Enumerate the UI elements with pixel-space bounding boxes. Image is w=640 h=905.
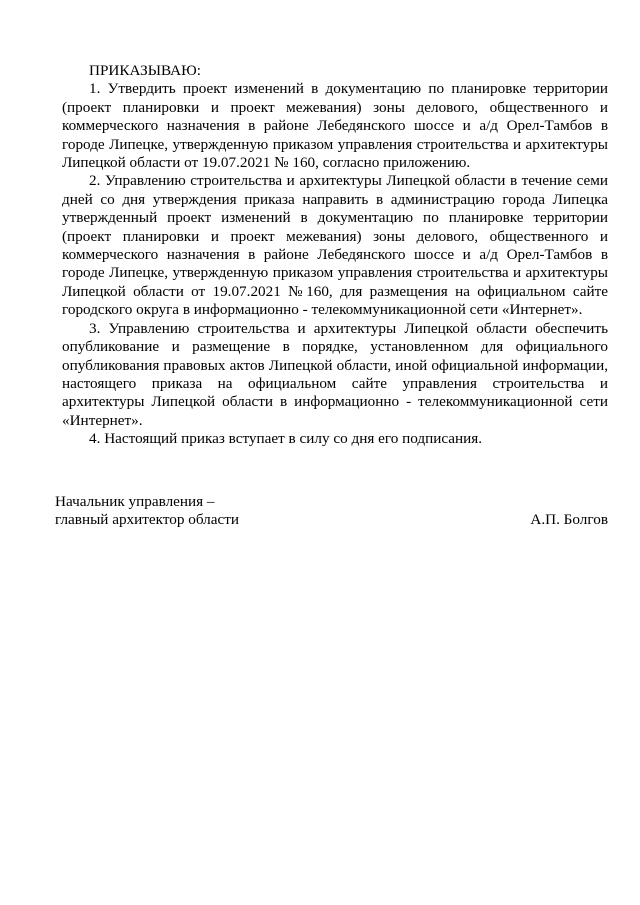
- paragraph-1: 1. Утвердить проект изменений в документацию по планировке территории (проект планировки и проект межевания) зоны делового, общественного и коммерческого назначения в районе Лебедянского шоссе и а/д Орел-Тамбов в городе Липецке, утвержденную приказом управления строительства и архитектуры Липецкой области от 19.07.2021 № 160, согласно приложению.: [62, 80, 608, 172]
- signatory-name: А.П. Болгов: [530, 511, 608, 529]
- paragraph-4: 4. Настоящий приказ вступает в силу со дня его подписания.: [89, 430, 483, 448]
- signature-row: [55, 511, 608, 529]
- paragraph-3: 3. Управлению строительства и архитектуры Липецкой области обеспечить опубликование и размещение в порядке, установленном для официального опубликования правовых актов Липецкой области, иной официальной информации, настоящего приказа на официальном сайте управления строительства и архитектуры Липецкой области в информационно - телекоммуникационной сети «Интернет».: [62, 319, 608, 429]
- order-heading: ПРИКАЗЫВАЮ:: [89, 62, 201, 79]
- signatory-position-line1: Начальник управления –: [55, 493, 215, 510]
- signatory-position-line2: главный архитектор области: [55, 511, 240, 529]
- signature-block: [55, 493, 608, 530]
- document-body: [62, 62, 608, 449]
- paragraph-2: 2. Управлению строительства и архитектуры Липецкой области в течение семи дней со дня утверждения приказа направить в администрацию города Липецка утвержденный проект изменений в документацию по планировке территории (проект планировки и проект межевания) зоны делового, общественного и коммерческого назначения в районе Лебедянского шоссе и а/д Орел-Тамбов в городе Липецке, утвержденную приказом управления строительства и архитектуры Липецкой области от 19.07.2021 №160, для размещения на официальном сайте городского округа в информационно - телекоммуникационной сети «Интернет».: [62, 172, 608, 319]
